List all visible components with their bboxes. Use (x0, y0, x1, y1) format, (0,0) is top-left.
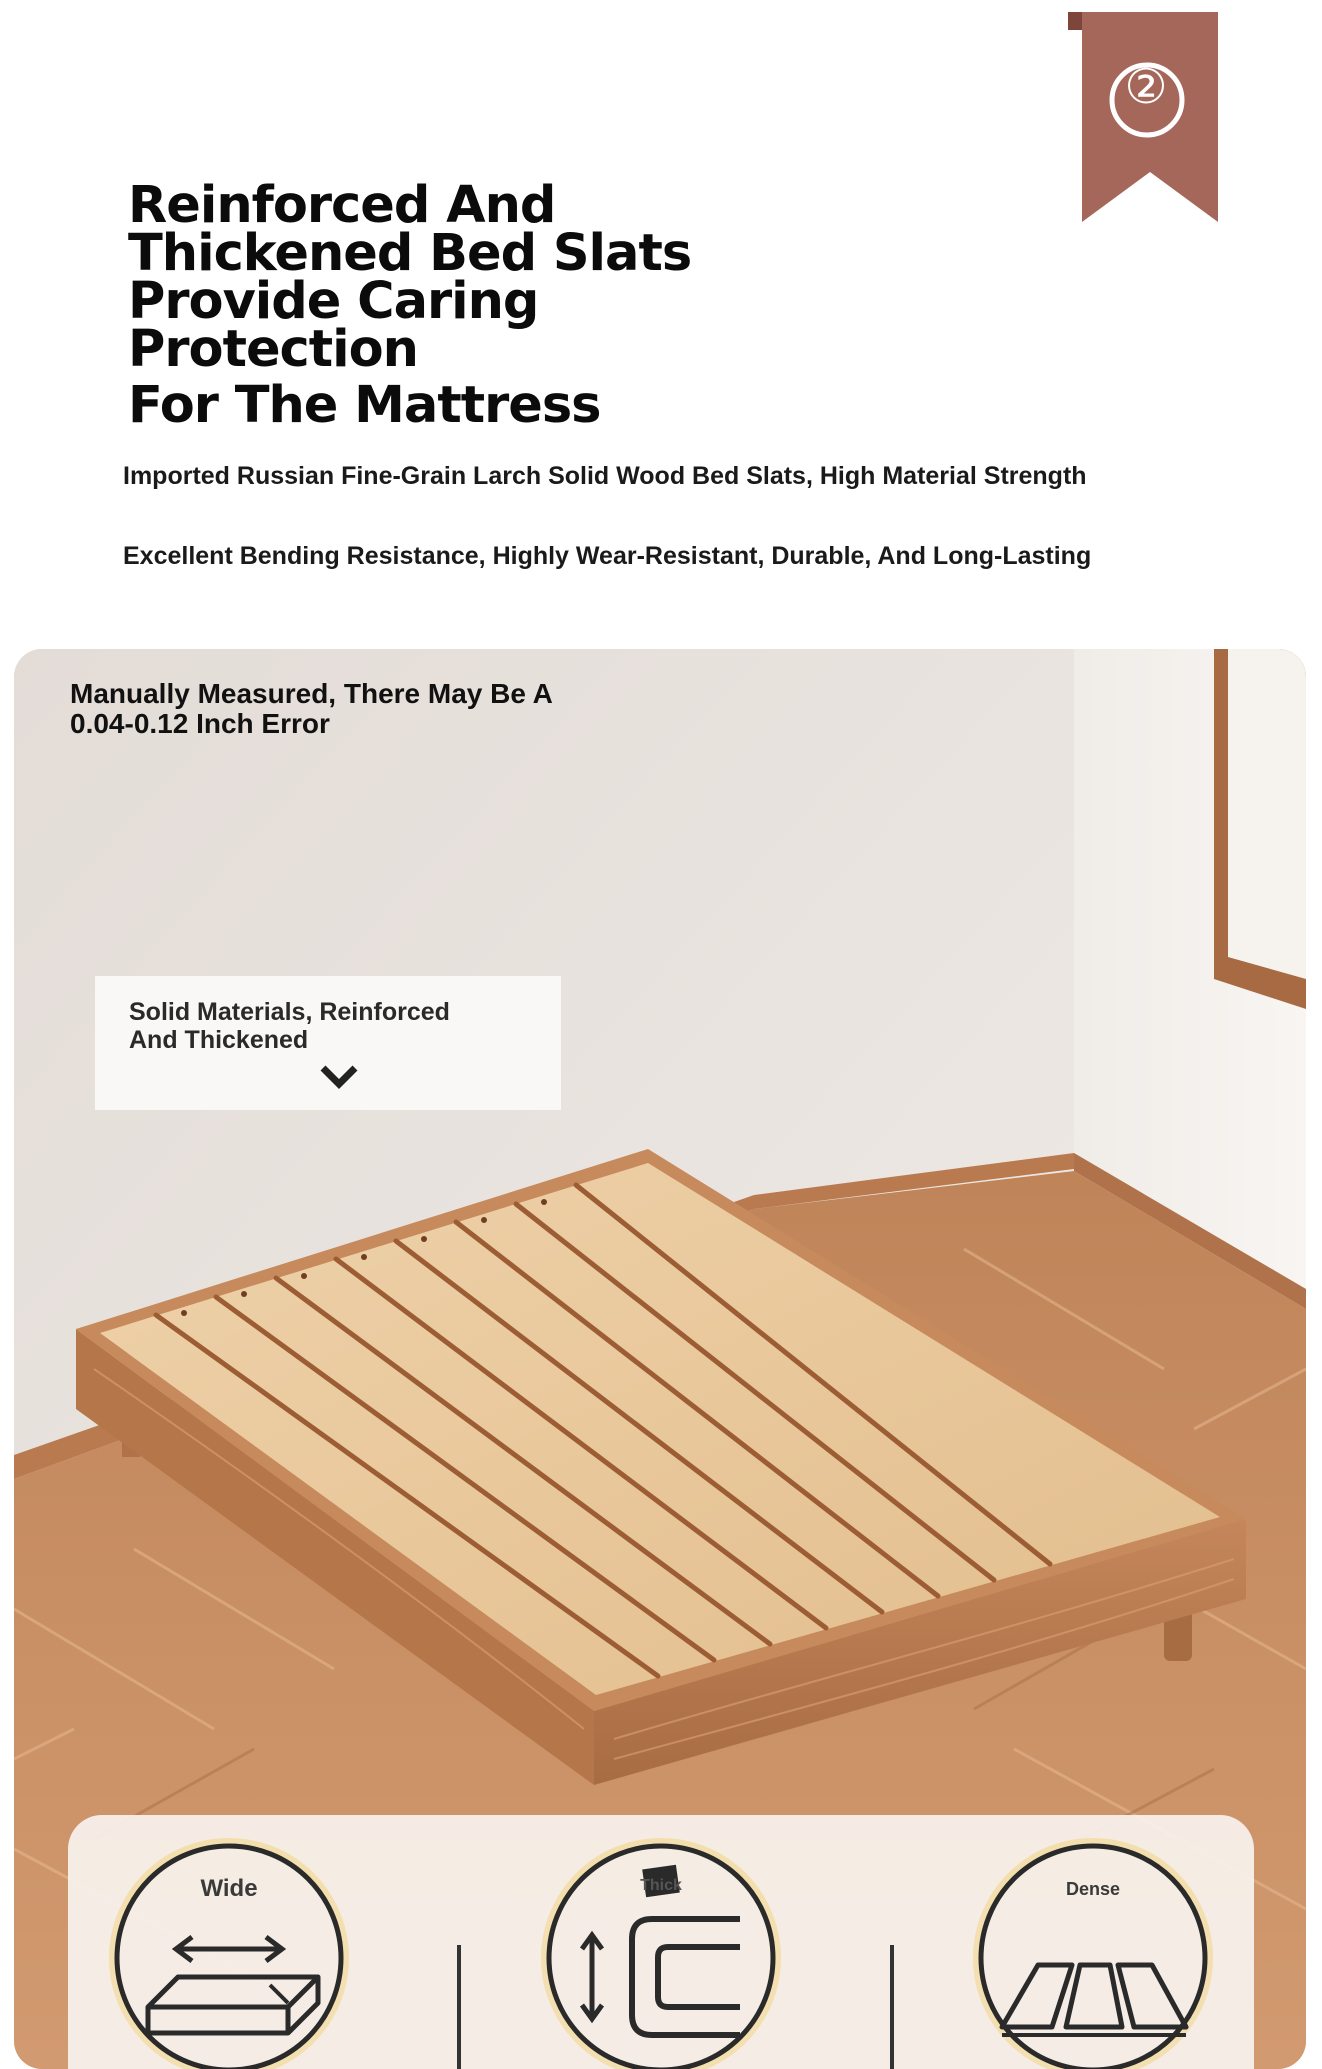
product-photo (14, 649, 1306, 2069)
feature-wide (108, 1837, 350, 2069)
wide-slat-icon (108, 1837, 350, 2069)
ribbon-badge (1068, 12, 1218, 227)
subline-material: Imported Russian Fine-Grain Larch Solid Wood Bed Slats, High Material Strength (123, 462, 1087, 490)
feature-wide-label: Wide (200, 1875, 258, 1902)
feature-dense-label: Dense (1065, 1879, 1121, 1899)
dense-slats-icon (972, 1837, 1214, 2069)
subline-durability: Excellent Bending Resistance, Highly Wear-Resistant, Durable, And Long-Lasting (123, 542, 1092, 570)
headline-line-1: Reinforced And (128, 176, 556, 235)
badge-number: ② (1124, 59, 1168, 115)
materials-callout (95, 976, 561, 1110)
headline (128, 176, 828, 435)
headline-line-2: Thickened Bed Slats (128, 224, 692, 283)
feature-thick-label: Thick (640, 1877, 682, 1894)
chevron-down-icon (319, 1062, 359, 1090)
headline-line-3: Provide Caring Protection (128, 272, 539, 379)
headline-line-4: For The Mattress (128, 376, 601, 435)
callout-line-2: And Thickened (129, 1026, 309, 1054)
feature-panel (68, 1815, 1254, 2069)
feature-thick (540, 1837, 782, 2069)
measurement-disclaimer-line-2: 0.04-0.12 Inch Error (70, 708, 330, 739)
measurement-disclaimer-line-1: Manually Measured, There May Be A (70, 678, 553, 709)
thick-slat-icon (540, 1837, 782, 2069)
feature-dense (972, 1837, 1214, 2069)
feature-divider (457, 1945, 461, 2069)
measurement-disclaimer (70, 679, 630, 739)
callout-line-1: Solid Materials, Reinforced (129, 998, 450, 1026)
feature-divider (890, 1945, 894, 2069)
